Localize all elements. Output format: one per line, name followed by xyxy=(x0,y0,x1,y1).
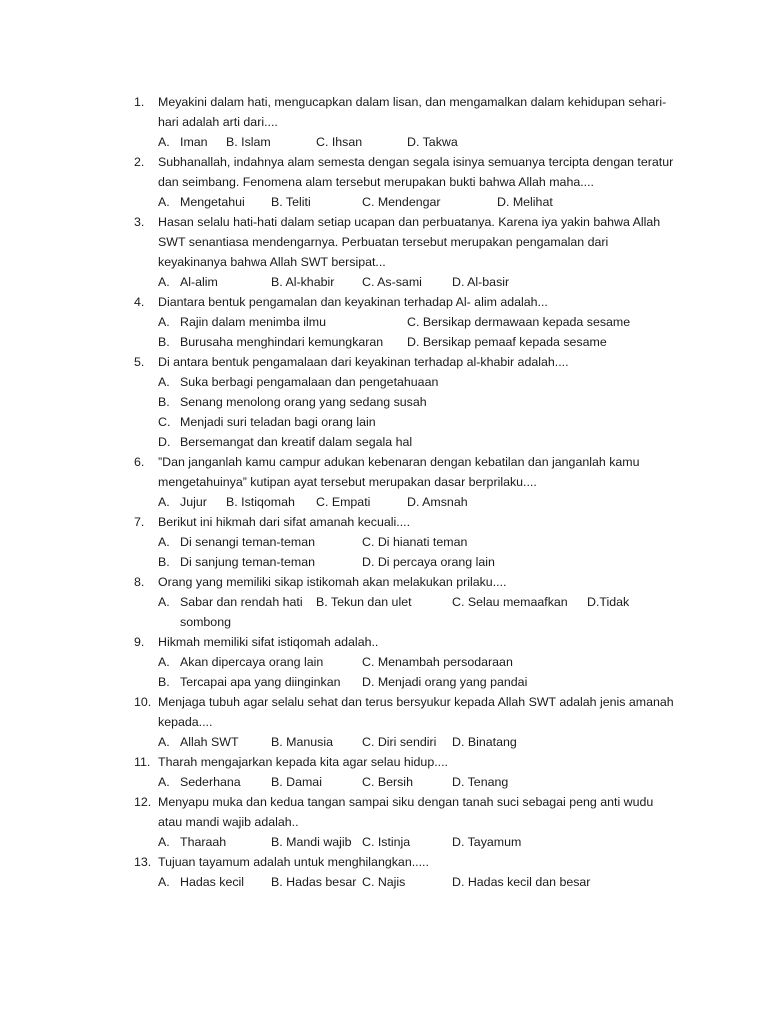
options-row xyxy=(158,652,698,672)
question-2 xyxy=(0,152,678,192)
question-number: 8. xyxy=(134,575,145,589)
option-b-label: B. xyxy=(158,675,170,689)
question-text: Berikut ini hikmah dari sifat amanah kecuali.... xyxy=(158,515,411,529)
option-a: Iman xyxy=(180,135,208,149)
option-b xyxy=(158,392,768,412)
options-row xyxy=(158,592,698,612)
option-c: C. Selau memaafkan xyxy=(452,595,568,609)
option-b-label: B. xyxy=(158,555,170,569)
option-a-label: A. xyxy=(158,275,170,289)
option-c: C. Mendengar xyxy=(362,195,441,209)
option-label: D. xyxy=(158,435,171,449)
question-3 xyxy=(0,212,678,272)
option-d: D. Menjadi orang yang pandai xyxy=(362,675,528,689)
option-a xyxy=(158,372,768,392)
question-number: 11. xyxy=(134,755,151,769)
option-a-label: A. xyxy=(158,775,170,789)
question-number: 1. xyxy=(134,95,145,109)
option-b: B. Manusia xyxy=(271,735,333,749)
question-13 xyxy=(0,852,678,872)
option-d: D. Amsnah xyxy=(407,495,468,509)
question-number: 5. xyxy=(134,355,145,369)
question-text: Di antara bentuk pengamalaan dari keyakinan terhadap al-khabir adalah.... xyxy=(158,355,569,369)
option-b: B. Tekun dan ulet xyxy=(316,595,412,609)
option-a: Sabar dan rendah hati xyxy=(180,595,303,609)
options-list xyxy=(158,372,768,452)
options-row xyxy=(158,672,698,692)
option-c: C. Di hianati teman xyxy=(362,535,468,549)
question-text: Subhanallah, indahnya alam semesta dengan segala isinya semuanya tercipta dengan teratur dan seimbang. Fenomena alam tersebut merupakan bukti bahwa Allah maha.... xyxy=(158,155,674,189)
option-a-label: A. xyxy=(158,495,170,509)
question-number: 12. xyxy=(134,795,152,809)
question-10 xyxy=(0,692,678,732)
option-c: C. Diri sendiri xyxy=(362,735,437,749)
option-b: Tercapai apa yang diinginkan xyxy=(180,675,341,689)
options-row xyxy=(158,312,698,332)
option-d: D. Binatang xyxy=(452,735,517,749)
question-text: Hikmah memiliki sifat istiqomah adalah.. xyxy=(158,635,379,649)
option-text: Menjadi suri teladan bagi orang lain xyxy=(180,415,376,429)
option-d: D. Melihat xyxy=(497,195,553,209)
question-text: Menyapu muka dan kedua tangan sampai siku dengan tanah suci sebagai peng anti wudu atau mandi wajib adalah.. xyxy=(158,795,654,829)
options-row xyxy=(158,552,698,572)
option-d xyxy=(158,432,768,452)
options-row xyxy=(158,732,698,752)
options-row xyxy=(158,832,698,852)
question-text: Meyakini dalam hati, mengucapkan dalam lisan, dan mengamalkan dalam kehidupan sehari-hari adalah arti dari.... xyxy=(158,95,667,129)
option-b: B. Islam xyxy=(226,135,271,149)
option-c: C. As-sami xyxy=(362,275,422,289)
option-a-label: A. xyxy=(158,315,170,329)
option-d: D. Hadas kecil dan besar xyxy=(452,875,591,889)
question-number: 3. xyxy=(134,215,145,229)
option-a: Akan dipercaya orang lain xyxy=(180,655,324,669)
option-a: Sederhana xyxy=(180,775,241,789)
question-6 xyxy=(0,452,678,492)
question-number: 13. xyxy=(134,855,152,869)
question-text: Tharah mengajarkan kepada kita agar selau hidup.... xyxy=(158,755,448,769)
options-row xyxy=(158,772,698,792)
question-11 xyxy=(0,752,678,772)
option-a-label: A. xyxy=(158,655,170,669)
question-text: Orang yang memiliki sikap istikomah akan melakukan prilaku.... xyxy=(158,575,507,589)
question-7 xyxy=(0,512,678,532)
option-b: B. Damai xyxy=(271,775,322,789)
options-row xyxy=(158,132,698,152)
option-c: C. Najis xyxy=(362,875,406,889)
option-a: Hadas kecil xyxy=(180,875,245,889)
option-d: D. Tenang xyxy=(452,775,509,789)
question-8 xyxy=(0,572,678,592)
option-c: C. Empati xyxy=(316,495,371,509)
option-b: B. Istiqomah xyxy=(226,495,295,509)
question-number: 7. xyxy=(134,515,145,529)
option-c: C. Istinja xyxy=(362,835,411,849)
option-a-label: A. xyxy=(158,595,170,609)
question-text: Diantara bentuk pengamalan dan keyakinan terhadap Al- alim adalah... xyxy=(158,295,548,309)
option-d: D. Di percaya orang lain xyxy=(362,555,495,569)
option-a: Allah SWT xyxy=(180,735,239,749)
question-sheet xyxy=(0,92,768,892)
option-d: D. Al-basir xyxy=(452,275,510,289)
option-b: Burusaha menghindari kemungkaran xyxy=(180,335,384,349)
option-a-label: A. xyxy=(158,535,170,549)
option-b: B. Hadas besar xyxy=(271,875,357,889)
options-row xyxy=(158,192,698,212)
option-label: A. xyxy=(158,375,170,389)
question-4 xyxy=(0,292,678,312)
options-row xyxy=(158,532,698,552)
option-a-label: A. xyxy=(158,135,170,149)
option-b-label: B. xyxy=(158,335,170,349)
option-text: Senang menolong orang yang sedang susah xyxy=(180,395,427,409)
option-a: Tharaah xyxy=(180,835,227,849)
option-label: B. xyxy=(158,395,170,409)
option-a: Di senangi teman-teman xyxy=(180,535,315,549)
option-a: Rajin dalam menimba ilmu xyxy=(180,315,326,329)
question-9 xyxy=(0,632,678,652)
option-a-label: A. xyxy=(158,835,170,849)
option-a-label: A. xyxy=(158,195,170,209)
option-b: Di sanjung teman-teman xyxy=(180,555,315,569)
question-number: 9. xyxy=(134,635,145,649)
options-row xyxy=(158,492,698,512)
option-d: D.Tidak xyxy=(587,595,630,609)
question-number: 2. xyxy=(134,155,145,169)
question-5 xyxy=(0,352,678,372)
question-1 xyxy=(0,92,678,132)
option-a-label: A. xyxy=(158,735,170,749)
options-row xyxy=(158,872,698,892)
question-text: ”Dan janganlah kamu campur adukan kebenaran dengan kebatilan dan janganlah kamu mengetahuinya” kutipan ayat tersebut merupakan dasar berprilaku.... xyxy=(158,455,640,489)
option-b: B. Mandi wajib xyxy=(271,835,352,849)
question-text: Menjaga tubuh agar selalu sehat dan terus bersyukur kepada Allah SWT adalah jenis amanah kepada.... xyxy=(158,695,674,729)
option-label: C. xyxy=(158,415,171,429)
options-row xyxy=(158,332,698,352)
option-c: C. Menambah persodaraan xyxy=(362,655,513,669)
option-a-continuation: sombong xyxy=(180,615,231,629)
option-a: Jujur xyxy=(180,495,207,509)
option-c xyxy=(158,412,768,432)
option-a-label: A. xyxy=(158,875,170,889)
option-d: D. Tayamum xyxy=(452,835,522,849)
options-row xyxy=(158,272,698,292)
option-c: C. Bersih xyxy=(362,775,413,789)
question-number: 10. xyxy=(134,695,152,709)
option-b: B. Teliti xyxy=(271,195,311,209)
option-text: Bersemangat dan kreatif dalam segala hal xyxy=(180,435,413,449)
question-text: Hasan selalu hati-hati dalam setiap ucapan dan perbuatanya. Karena iya yakin bahwa Allah SWT senantiasa mendengarnya. Perbuatan tersebut merupakan pengamalan dari keyakinanya bahwa Allah SWT bersipat... xyxy=(158,215,661,269)
question-text: Tujuan tayamum adalah untuk menghilangkan..... xyxy=(158,855,429,869)
option-d: D. Bersikap pemaaf kepada sesame xyxy=(407,335,607,349)
question-12 xyxy=(0,792,678,832)
option-a: Al-alim xyxy=(180,275,218,289)
question-number: 6. xyxy=(134,455,145,469)
option-text: Suka berbagi pengamalaan dan pengetahuaan xyxy=(180,375,439,389)
option-c: C. Bersikap dermawaan kepada sesame xyxy=(407,315,631,329)
option-b: B. Al-khabir xyxy=(271,275,335,289)
question-number: 4. xyxy=(134,295,145,309)
option-c: C. Ihsan xyxy=(316,135,363,149)
option-a: Mengetahui xyxy=(180,195,245,209)
option-d: D. Takwa xyxy=(407,135,458,149)
